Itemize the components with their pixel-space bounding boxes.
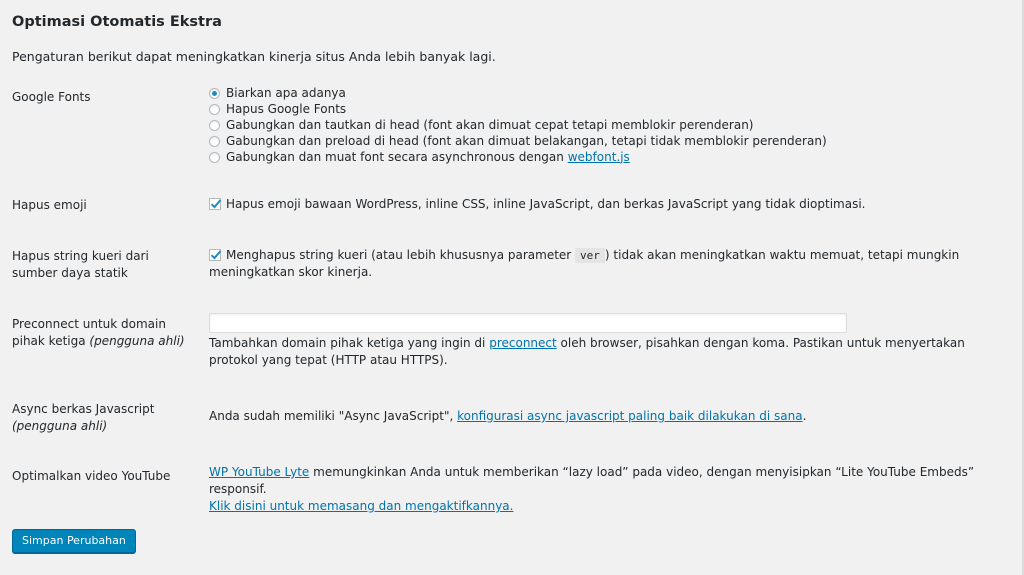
hapus-emoji-field	[209, 196, 1009, 213]
youtube-label: Optimalkan video YouTube	[12, 469, 171, 483]
radio-label: Hapus Google Fonts	[226, 101, 347, 116]
query-string-text-after: ) tidak akan meningkatkan waktu memuat, tetapi mungkin meningkatkan skor kinerja.	[209, 248, 960, 279]
radio-button[interactable]	[209, 88, 220, 99]
hapus-emoji-checkbox[interactable]	[209, 198, 221, 210]
google-fonts-options	[209, 85, 1009, 165]
save-changes-button[interactable]: Simpan Perubahan	[12, 529, 136, 553]
radio-label: Gabungkan dan preload di head (font akan dimuat belakangan, tetapi tidak memblokir perenderan)	[226, 133, 827, 148]
async-js-config-link[interactable]: konfigurasi async javascript paling baik dilakukan di sana	[457, 409, 803, 423]
ver-code: ver	[575, 248, 605, 263]
radio-button[interactable]	[209, 120, 220, 131]
section-title: Optimasi Otomatis Ekstra	[12, 14, 222, 30]
youtube-field	[209, 464, 1009, 515]
section-intro: Pengaturan berikut dapat meningkatkan kinerja situs Anda lebih banyak lagi.	[12, 49, 496, 64]
query-string-text-before: Menghapus string kueri (atau lebih khususnya parameter	[226, 248, 576, 262]
preconnect-input[interactable]	[209, 313, 847, 333]
query-string-field	[209, 247, 999, 281]
checkmark-icon	[209, 197, 223, 211]
preconnect-label: Preconnect untuk domain pihak ketiga (pengguna ahli)	[12, 317, 185, 348]
async-js-field: Anda sudah memiliki "Async JavaScript", konfigurasi async javascript paling baik dilakukan di sana.	[209, 409, 807, 423]
async-js-label: Async berkas Javascript (pengguna ahli)	[12, 402, 155, 433]
radio-label: Biarkan apa adanya	[226, 85, 346, 100]
google-fonts-option-async[interactable]	[209, 149, 1009, 165]
radio-button[interactable]	[209, 104, 220, 115]
youtube-description: memungkinkan Anda untuk memberikan “lazy load” pada video, dengan menyisipkan “Lite YouTube Embeds” responsif.	[209, 465, 975, 496]
google-fonts-label: Google Fonts	[12, 90, 91, 104]
google-fonts-option-combine-link[interactable]	[209, 117, 1009, 133]
webfont-link[interactable]: webfont.js	[567, 149, 630, 164]
hapus-emoji-label: Hapus emoji	[12, 198, 87, 212]
radio-label: Gabungkan dan muat font secara asynchronous dengan webfont.js	[226, 149, 630, 164]
radio-label: Gabungkan dan tautkan di head (font akan dimuat cepat tetapi memblokir perenderan)	[226, 117, 754, 132]
preconnect-link[interactable]: preconnect	[489, 336, 557, 350]
google-fonts-option-keep[interactable]	[209, 85, 1009, 101]
preconnect-description: Tambahkan domain pihak ketiga yang ingin di preconnect oleh browser, pisahkan dengan koma. Pastikan untuk menyertakan protokol yang tepat (HTTP atau HTTPS).	[209, 336, 965, 367]
google-fonts-option-combine-preload[interactable]	[209, 133, 1009, 149]
google-fonts-option-remove[interactable]	[209, 101, 1009, 117]
wp-youtube-lyte-link[interactable]: WP YouTube Lyte	[209, 465, 310, 479]
install-activate-link[interactable]: Klik disini untuk memasang dan mengaktifkannya.	[209, 499, 514, 513]
checkmark-icon	[209, 248, 223, 262]
radio-button[interactable]	[209, 136, 220, 147]
preconnect-field	[209, 313, 999, 369]
radio-button[interactable]	[209, 152, 220, 163]
query-string-checkbox[interactable]	[209, 249, 221, 261]
query-string-label: Hapus string kueri dari sumber daya statik	[12, 249, 149, 280]
hapus-emoji-text: Hapus emoji bawaan WordPress, inline CSS, inline JavaScript, dan berkas JavaScript yang tidak dioptimasi.	[226, 197, 866, 211]
